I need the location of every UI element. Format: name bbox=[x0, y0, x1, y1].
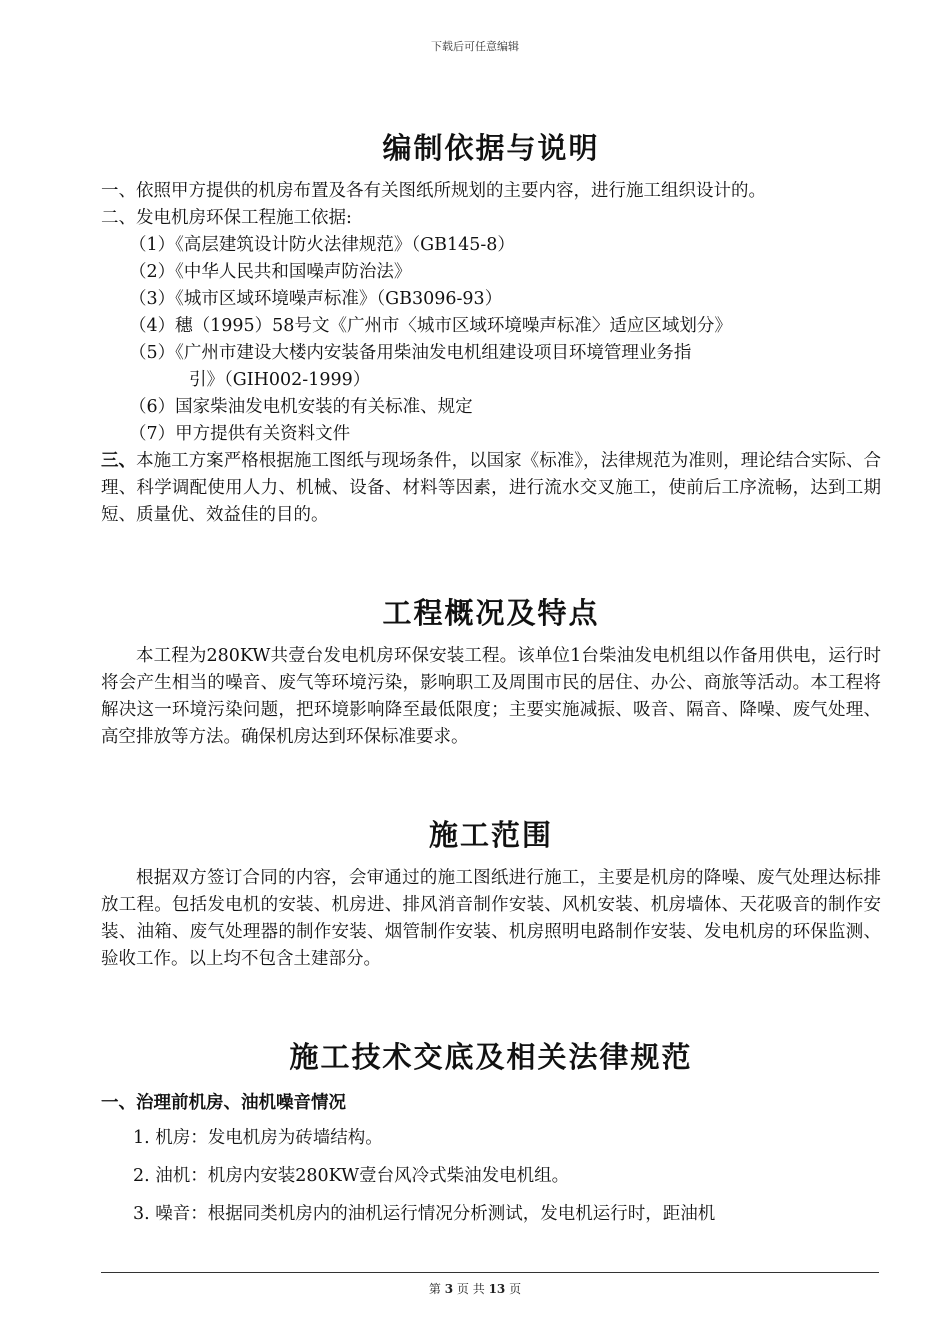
document-body bbox=[101, 118, 881, 1233]
basis-item-6: （6）国家柴油发电机安装的有关标准、规定 bbox=[129, 397, 473, 417]
section-title-scope: 施工范围 bbox=[428, 818, 553, 852]
technical-item-3: 3. 噪音：根据同类机房内的油机运行情况分析测试，发电机运行时，距油机 bbox=[133, 1204, 716, 1224]
section-title-technical: 施工技术交底及相关法律规范 bbox=[289, 1040, 693, 1074]
basis-item-3: （3）《城市区域环境噪声标准》（GB3096-93） bbox=[129, 289, 503, 309]
footer-total-pages: 13 bbox=[488, 1282, 506, 1296]
basis-item-5-line-2: 引》（GIH002-1999） bbox=[189, 370, 371, 390]
section-title-overview: 工程概况及特点 bbox=[382, 596, 600, 630]
basis-item-5-line-1: （5）《广州市建设大楼内安装备用柴油发电机组建设项目环境管理业务指 bbox=[129, 343, 692, 363]
overview-paragraph: 本工程为280KW共壹台发电机房环保安装工程。该单位1台柴油发电机组以作备用供电，运行时将会产生相当的噪音、废气等环境污染，影响职工及周围市民的居住、办公、商旅等活动。本工程将解决这一环境污染问题，把环境影响降至最低限度；主要实施减振、吸音、隔音、降噪、废气处理、高空排放等方法。确保机房达到环保标准要求。 bbox=[101, 646, 881, 747]
footer-suffix: 页 bbox=[509, 1282, 522, 1296]
technical-subtitle: 一、治理前机房、油机噪音情况 bbox=[101, 1093, 346, 1113]
basis-item-5 bbox=[101, 340, 881, 394]
footer-mid: 页 共 bbox=[456, 1282, 485, 1296]
basis-item-1: （1）《高层建筑设计防火法律规范》（GB145-8） bbox=[129, 235, 515, 255]
basis-item-2: （2）《中华人民共和国噪声防治法》 bbox=[129, 262, 412, 282]
scope-paragraph: 根据双方签订合同的内容，会审通过的施工图纸进行施工，主要是机房的降噪、废气处理达标排放工程。包括发电机的安装、机房进、排风消音制作安装、风机安装、机房墙体、天花吸音的制作安装、油箱、废气处理器的制作安装、烟管制作安装、机房照明电路制作安装、发电机房的环保监测、验收工作。以上均不包含土建部分。 bbox=[101, 868, 881, 969]
basis-paragraph-2: 二、发电机房环保工程施工依据: bbox=[101, 208, 352, 228]
basis-paragraph-3-text: 本施工方案严格根据施工图纸与现场条件，以国家《标准》，法律规范为准则，理论结合实际、合理、科学调配使用人力、机械、设备、材料等因素，进行流水交叉施工，使前后工序流畅，达到工期短、质量优、效益佳的目的。 bbox=[101, 451, 882, 525]
basis-item-7: （7）甲方提供有关资料文件 bbox=[129, 424, 351, 444]
page-header: 下载后可任意编辑 bbox=[431, 40, 519, 53]
technical-item-1: 1. 机房：发电机房为砖墙结构。 bbox=[133, 1128, 383, 1148]
footer-divider bbox=[101, 1272, 879, 1273]
technical-item-2: 2. 油机：机房内安装280KW壹台风冷式柴油发电机组。 bbox=[133, 1166, 570, 1186]
basis-paragraph-3-label: 三、 bbox=[101, 451, 137, 471]
section-title-basis: 编制依据与说明 bbox=[382, 131, 600, 165]
page-footer bbox=[0, 1280, 950, 1297]
basis-item-4: （4）穗（1995）58号文《广州市〈城市区域环境噪声标准〉适应区域划分》 bbox=[129, 316, 732, 336]
basis-paragraph-3 bbox=[101, 448, 881, 529]
footer-page-number: 3 bbox=[444, 1282, 454, 1296]
basis-paragraph-1: 一、依照甲方提供的机房布置及各有关图纸所规划的主要内容，进行施工组织设计的。 bbox=[101, 181, 766, 201]
footer-prefix: 第 bbox=[428, 1282, 441, 1296]
